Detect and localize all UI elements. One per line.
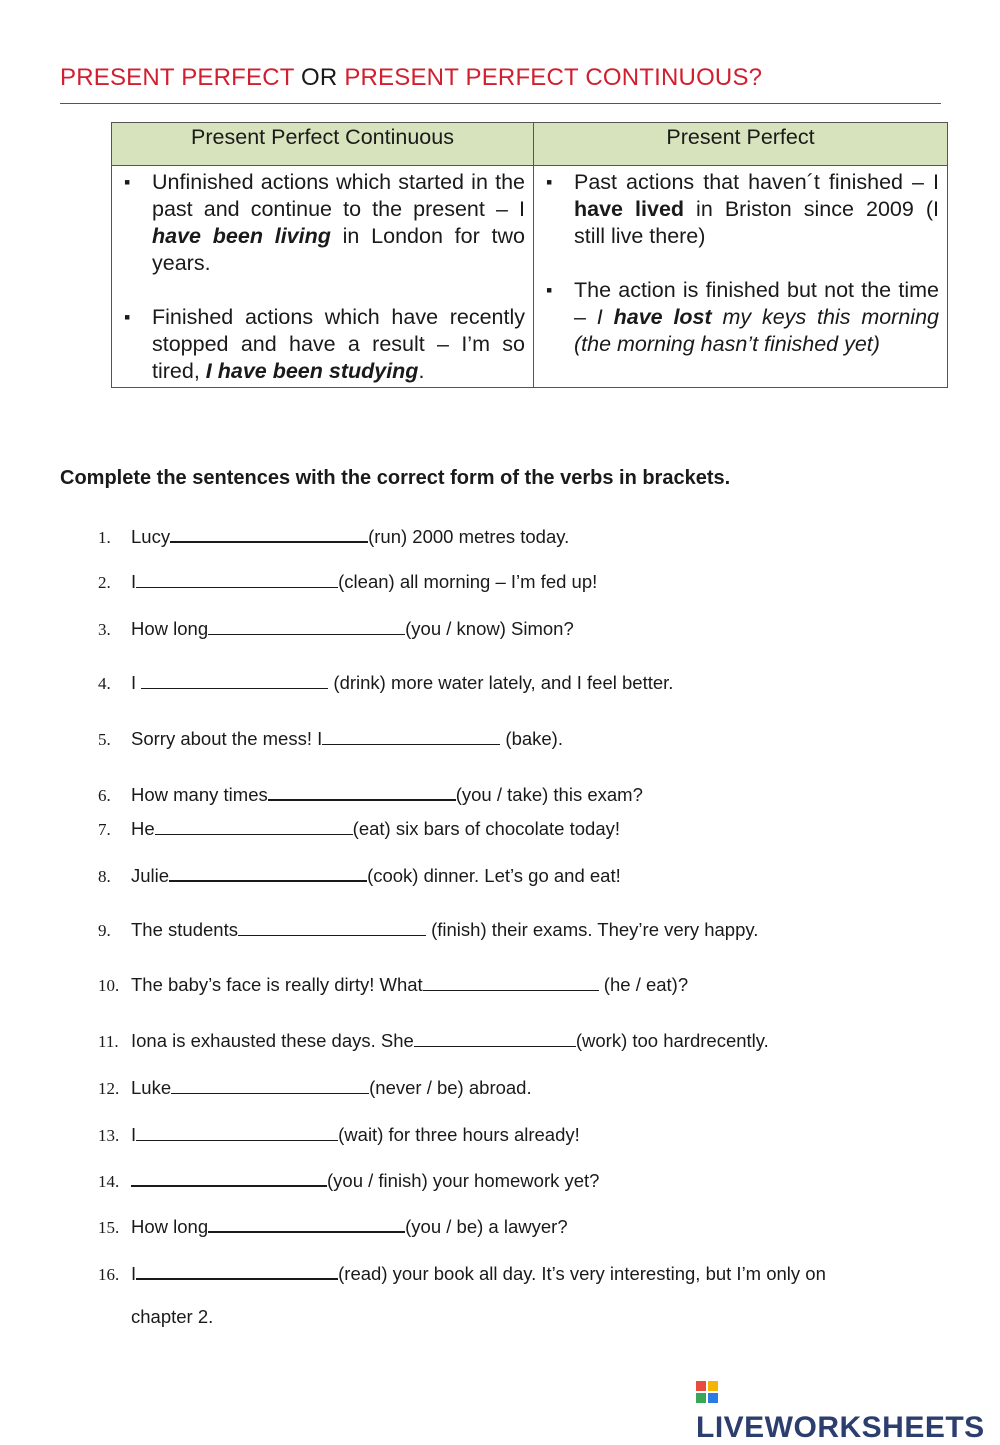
header-perfect: Present Perfect: [534, 123, 948, 166]
exercise-item: 5. Sorry about the mess! I (bake).: [98, 728, 563, 749]
worksheet-title: [60, 64, 762, 92]
answer-blank[interactable]: [170, 523, 368, 543]
exercise-item: 2. I (clean) all morning – I’m fed up!: [98, 571, 598, 592]
logo-text: LIVEWORKSHEETS: [696, 1411, 985, 1444]
exercise-item: 11. Iona is exhausted these days. She (work) too hardrecently.: [98, 1030, 769, 1051]
title-divider: [60, 103, 941, 104]
answer-blank[interactable]: [414, 1028, 576, 1047]
answer-blank[interactable]: [155, 816, 353, 835]
exercise-item: 15. How long (you / be) a lawyer?: [98, 1213, 568, 1238]
exercise-item: 4. I (drink) more water lately, and I feel better.: [98, 672, 674, 693]
continuous-rule-1: ▪ Unfinished actions which started in the past and continue to the present – I have been living in London for two years.: [152, 169, 525, 277]
liveworksheets-icon: [696, 1381, 720, 1405]
answer-blank[interactable]: [136, 1260, 338, 1280]
exercise-item: 8. Julie (cook) dinner. Let’s go and eat!: [98, 862, 621, 887]
answer-blank[interactable]: [136, 1122, 338, 1141]
perfect-rule-2: ▪ The action is finished but not the time – I have lost my keys this morning (the morning hasn’t finished yet): [574, 277, 939, 358]
exercise-item: 6. How many times (you / take) this exam?: [98, 781, 643, 806]
exercise-item: 9. The students (finish) their exams. They’re very happy.: [98, 919, 759, 940]
liveworksheets-logo: [696, 1377, 1000, 1445]
exercise-item: 7. He (eat) six bars of chocolate today!: [98, 818, 621, 839]
exercise-item: 1. Lucy (run) 2000 metres today.: [98, 523, 569, 548]
answer-blank[interactable]: [136, 569, 338, 588]
perfect-cell: [534, 166, 948, 388]
title-or: OR: [294, 64, 345, 91]
exercise-item: 13. I (wait) for three hours already!: [98, 1124, 580, 1145]
exercise-item: 12. Luke (never / be) abroad.: [98, 1077, 532, 1098]
answer-blank[interactable]: [169, 862, 367, 882]
continuous-cell: [112, 166, 534, 388]
exercise-item: 16. I (read) your book all day. It’s very interesting, but I’m only on: [98, 1260, 898, 1285]
continuous-rule-2: ▪ Finished actions which have recently stopped and have a result – I’m so tired, I have been studying.: [152, 304, 525, 385]
exercise-item: 3. How long (you / know) Simon?: [98, 618, 574, 639]
answer-blank[interactable]: [141, 670, 328, 689]
answer-blank[interactable]: [322, 726, 500, 745]
exercise-16-continuation: chapter 2.: [131, 1306, 214, 1327]
answer-blank[interactable]: [208, 616, 405, 635]
answer-blank[interactable]: [238, 917, 426, 936]
exercise-item: 14. (you / finish) your homework yet?: [98, 1167, 599, 1192]
exercise-instruction: Complete the sentences with the correct form of the verbs in brackets.: [60, 467, 731, 489]
answer-blank[interactable]: [131, 1167, 327, 1187]
answer-blank[interactable]: [208, 1213, 405, 1233]
title-present-perfect-continuous: PRESENT PERFECT CONTINUOUS?: [344, 64, 763, 91]
exercise-item: 10. The baby’s face is really dirty! What (he / eat)?: [98, 974, 689, 995]
title-present-perfect: PRESENT PERFECT: [60, 64, 295, 91]
answer-blank[interactable]: [268, 781, 456, 801]
grammar-table: [111, 122, 948, 388]
header-continuous: Present Perfect Continuous: [112, 123, 534, 166]
answer-blank[interactable]: [171, 1075, 369, 1094]
answer-blank[interactable]: [423, 972, 599, 991]
perfect-rule-1: ▪ Past actions that haven´t finished – I have lived in Briston since 2009 (I still live there): [574, 169, 939, 250]
